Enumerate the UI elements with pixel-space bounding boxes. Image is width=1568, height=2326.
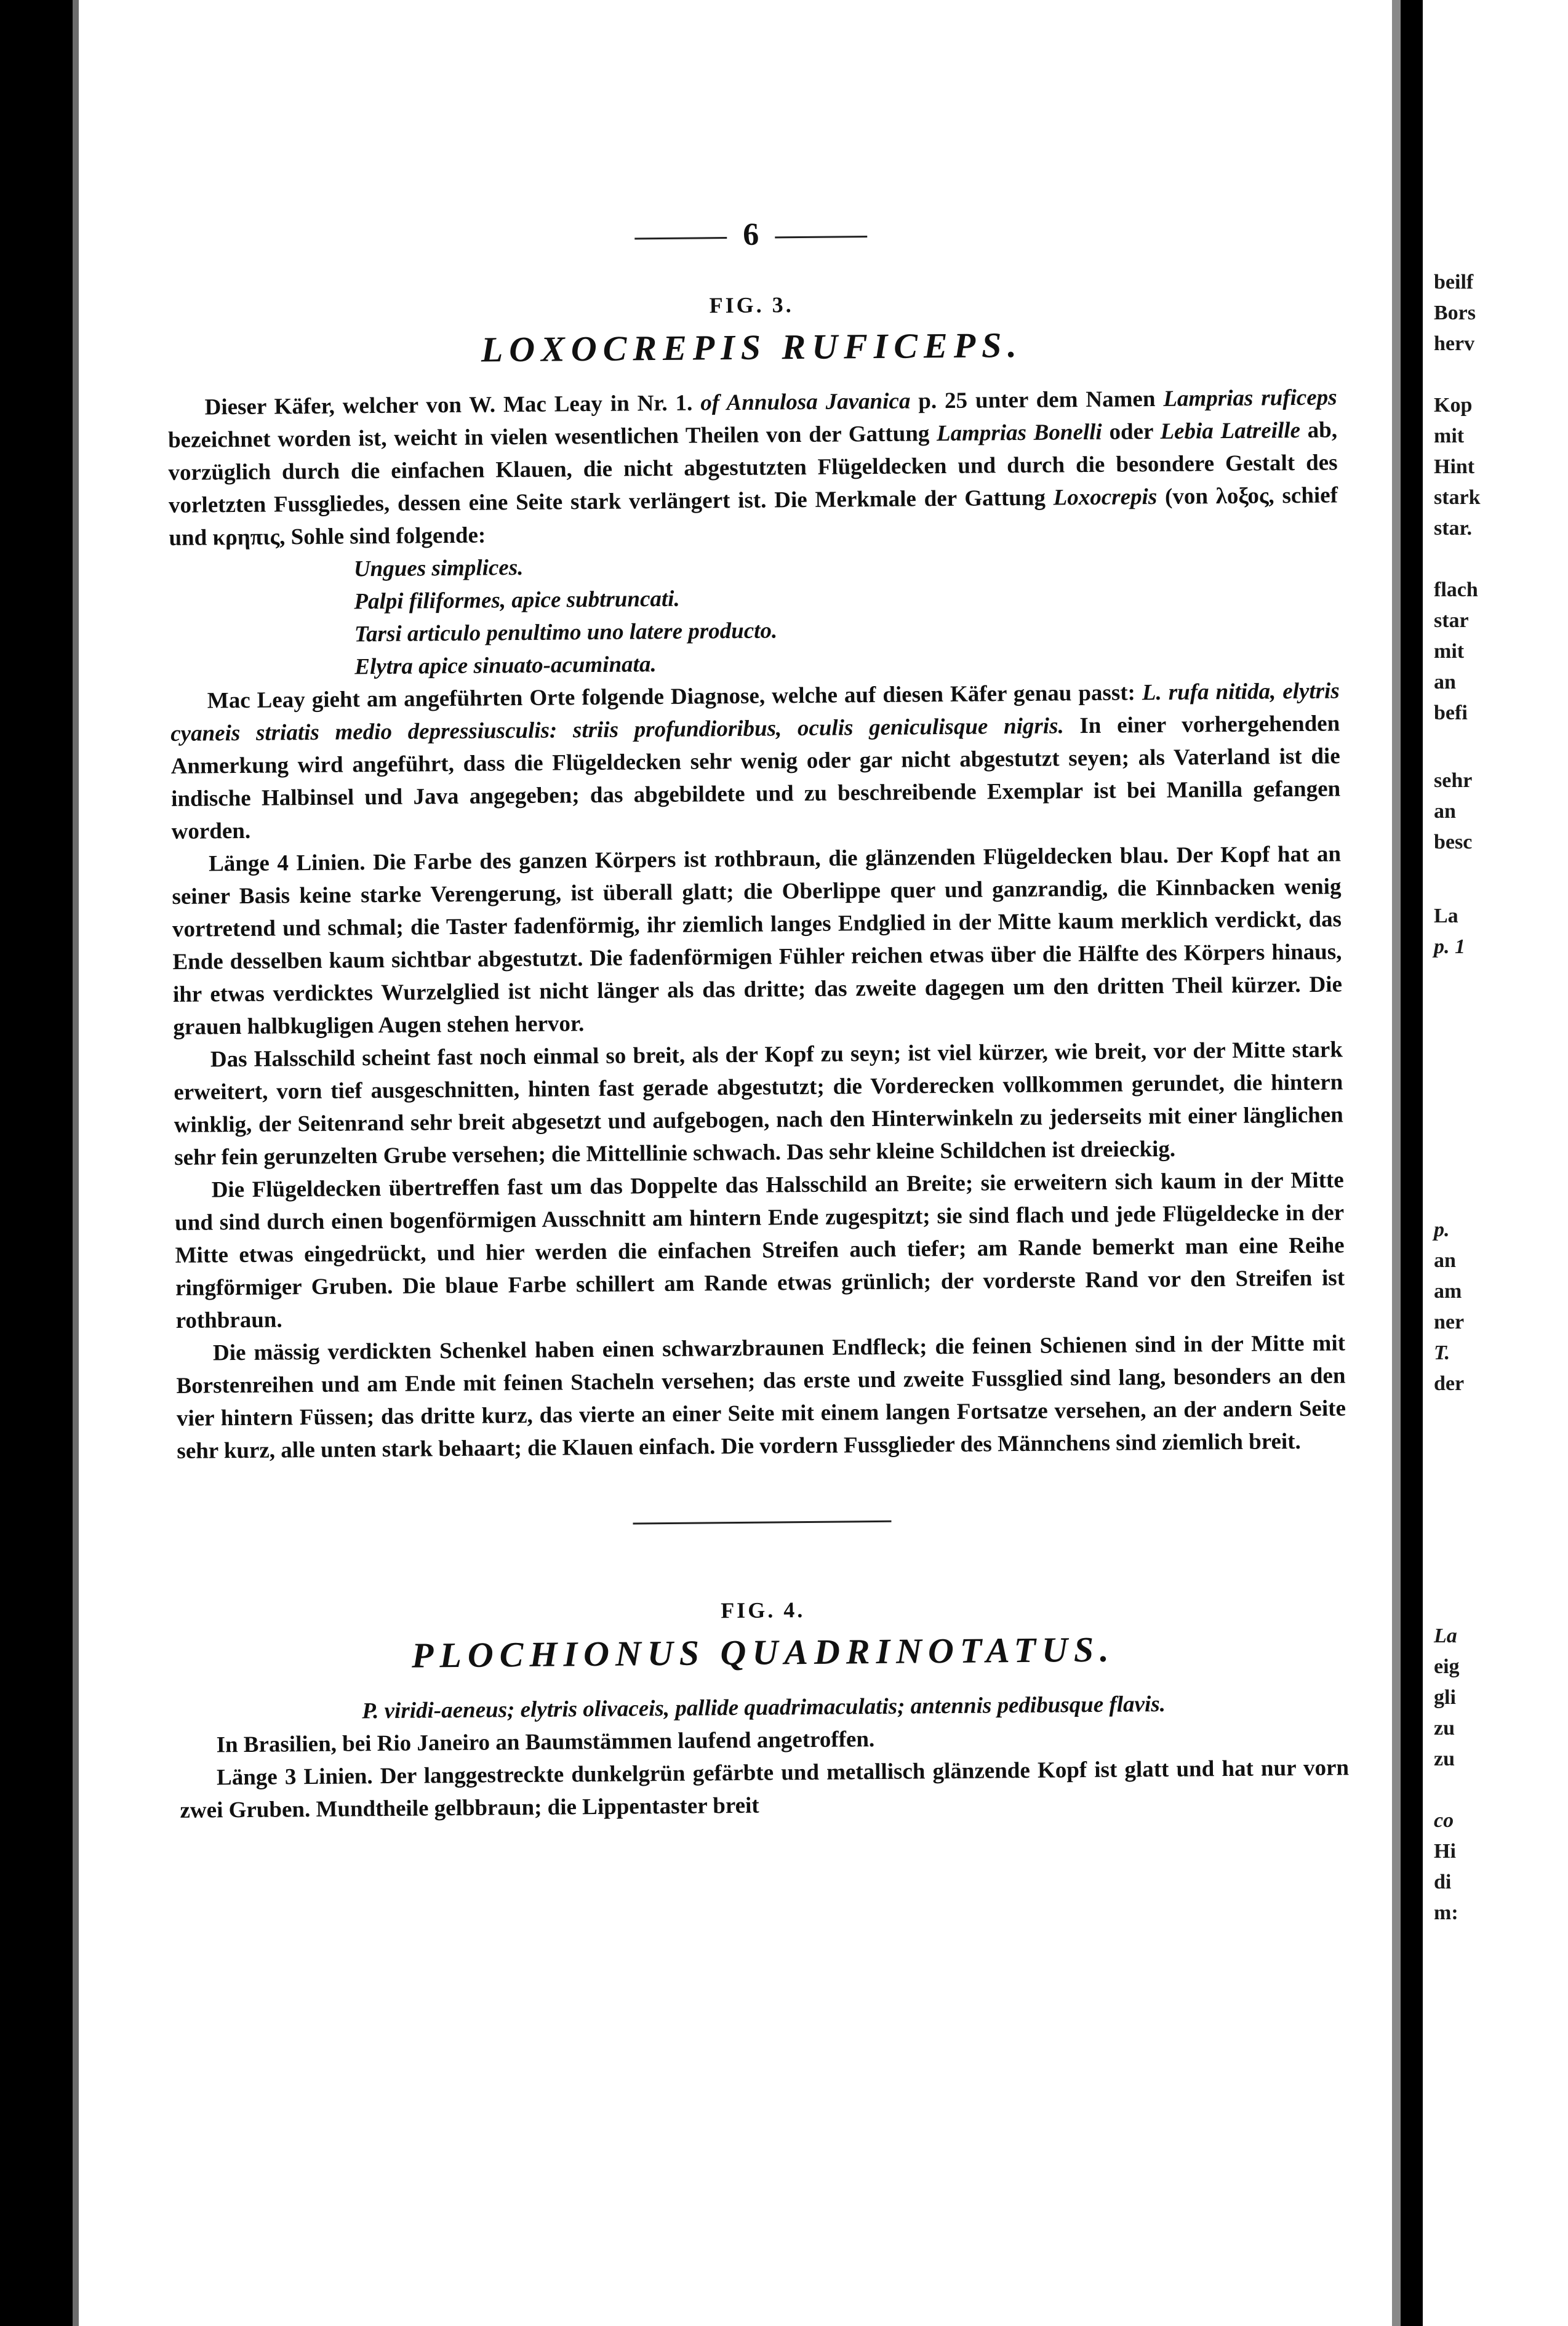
next-page-fragment: an: [1434, 671, 1456, 693]
text-run: bezeichnet worden ist, weicht in vielen wesentlichen Theilen von der Gattung: [167, 421, 937, 453]
page-number-value: 6: [742, 217, 759, 252]
fig3-diagnosis-line: Ungues simplices.: [353, 554, 524, 582]
next-page-fragment: p. 1: [1434, 935, 1465, 958]
next-page-fragment: La: [1434, 905, 1458, 927]
next-page-fragment: Bors: [1434, 302, 1476, 324]
next-page-fragment: mit: [1434, 640, 1465, 663]
text-run: oder: [1102, 418, 1161, 445]
next-page-fragment: gli: [1434, 1686, 1456, 1709]
next-page-fragment: beilf: [1434, 271, 1474, 294]
next-page-fragment: star.: [1434, 517, 1473, 540]
text-run: In einer vorhergehenden Anmerkung wird angeführt, dass die Flügeldecken sehr wenig oder gar nicht abgestutzt seyen; als Vaterland ist die indische Halbinsel und Java angegeben; das abgebildete und zu beschreibende Exemplar ist bei Manilla gefangen worden.: [170, 711, 1341, 844]
fig3-diagnosis-line: Palpi filiformes, apice subtruncati.: [354, 586, 680, 615]
fig4-label: FIG. 4.: [721, 1597, 806, 1623]
text-run: ab, vorzüglich durch die einfachen Klauen, die nicht abgestutzten Flügeldecken und durch die besondere Gestalt des vorletzten Fussgliedes, dessen eine Seite stark verlängert ist. Die Merkmale der Gattung: [168, 417, 1338, 518]
text-run: p. 25 unter dem Namen: [910, 386, 1164, 414]
next-page-fragment: co: [1434, 1809, 1454, 1832]
scan-left-border: [0, 0, 73, 2326]
scan-left-shadow: [73, 0, 79, 2326]
next-page-fragment: p.: [1434, 1218, 1450, 1241]
next-page-fragment: m:: [1434, 1901, 1458, 1924]
next-page-fragment: La: [1434, 1625, 1457, 1647]
fig4-paragraph-length: Länge 3 Linien. Der langgestreckte dunkelgrün gefärbte und metallisch glänzende Kopf ist glatt und hat nur vorn zwei Gruben. Mundtheile gelbbraun; die Lippentaster breit: [180, 1755, 1350, 1823]
genus-name: Lamprias Bonelli: [936, 419, 1102, 447]
next-page-fragment: Hi: [1434, 1840, 1456, 1863]
next-page-fragment: Kop: [1434, 394, 1473, 417]
fig3-paragraph-intro: [167, 381, 1338, 554]
next-page-fragment: star: [1434, 609, 1469, 632]
next-page-fragment: befi: [1434, 701, 1468, 724]
fig3-paragraph-length: Länge 4 Linien. Die Farbe des ganzen Körpers ist rothbraun, die glänzenden Flügeldecken blau. Der Kopf hat an seiner Basis keine starke Verengerung, ist überall glatt; die Oberlippe quer und ganzrandig, die Kinnbacken wenig vortretend und schmal; die Taster fadenförmig, ihr ziemlich langes Endglied in der Mitte kaum merklich verdickt, das Ende desselben kaum sichtbar abgestutzt. Die fadenförmigen Fühler reichen etwas über die Hälfte des Körpers hinaus, ihr etwas verdicktes Wurzelglied ist nicht länger als das dritte; das zweite dagegen um den dritten Theil kürzer. Die grauen halbkugligen Augen stehen hervor.: [172, 841, 1343, 1040]
next-page-fragment: der: [1434, 1372, 1465, 1395]
fig4-diagnosis: P. viridi-aeneus; elytris olivaceis, pallide quadrimaculatis; antennis pedibusque flavis.: [362, 1691, 1166, 1724]
section-separator-rule: [633, 1521, 891, 1525]
fig3-taxon-title: LOXOCREPIS RUFICEPS.: [481, 324, 1023, 370]
genus-name: Loxocrepis: [1053, 484, 1158, 511]
text-run: Dieser Käfer, welcher von W. Mac Leay in Nr. 1.: [204, 390, 701, 420]
next-page-fragment: flach: [1434, 578, 1478, 601]
next-page-fragment: stark: [1434, 486, 1481, 509]
page-number-right-rule: [775, 236, 867, 238]
page-number-left-rule: [634, 237, 727, 239]
next-page-fragment: zu: [1434, 1717, 1455, 1740]
fig4-taxon-title: PLOCHIONUS QUADRINOTATUS.: [411, 1629, 1115, 1676]
next-page-fragment: an: [1434, 800, 1456, 823]
next-page-fragment: eig: [1434, 1655, 1460, 1678]
next-page-fragment: zu: [1434, 1748, 1455, 1770]
fig4-section: [178, 1592, 1350, 1827]
fig3-paragraph-fluegeldecken: Die Flügeldecken übertreffen fast um das Doppelte das Halsschild an Breite; sie erweitern sich kaum in der Mitte und sind durch einen bogenförmigen Ausschnitt am hintern Ende zugespitzt; sie sind flach und jede Flügeldecke in der Mitte etwas eingedrückt, und hier werden die einfachen Streifen auch tiefer; am Rande bemerkt man eine Reihe ringförmiger Gruben. Die blaue Farbe schillert am Rande etwas grünlich; der vorderste Rand vor den Streifen ist rothbraun.: [175, 1167, 1345, 1333]
next-page-fragment: mit: [1434, 425, 1465, 447]
fig3-section: [167, 287, 1346, 1468]
text-run: Mac Leay gieht am angeführten Orte folgende Diagnose, welche auf diesen Käfer genau passt:: [207, 680, 1143, 714]
next-page-fragment: Hint: [1434, 455, 1475, 478]
fig3-paragraph-macleay: [170, 674, 1341, 848]
fig3-label: FIG. 3.: [709, 292, 794, 318]
next-page-fragment: T.: [1434, 1341, 1450, 1364]
next-page-fragment: ner: [1434, 1311, 1465, 1333]
next-page-fragment: am: [1434, 1280, 1462, 1303]
fig3-paragraph-schenkel: Die mässig verdickten Schenkel haben einen schwarzbraunen Endfleck; die feinen Schienen sind in der Mitte mit Borstenreihen und am Ende mit feinen Stacheln versehen; das erste und zweite Fussglied sind lang, besonders an den vier hintern Füssen; das dritte kurz, das vierte an einer Seite mit einem langen Fortsatze versehen, an der andern Seite sehr kurz, alle unten stark behaart; die Klauen einfach. Die vordern Fussglieder des Männchens sind ziemlich breit.: [176, 1330, 1346, 1464]
next-page-fragment: an: [1434, 1249, 1456, 1272]
fig3-diagnosis-line: Elytra apice sinuato-acuminata.: [354, 652, 657, 680]
next-page-fragment: herv: [1434, 332, 1475, 355]
fig3-diagnosis-line: Tarsi articulo penultimo uno latere producto.: [354, 618, 778, 647]
text-run: (von λοξος, schief und κρηπις, Sohle sind folgende:: [169, 482, 1338, 551]
latin-diagnosis: L. rufa nitida, elytris cyaneis striatis medio depressiusculis: striis profundioribus, oculis geniculisque nigris.: [170, 678, 1340, 746]
genus-name: Lebia Latreille: [1160, 417, 1301, 444]
page-gutter: [1401, 0, 1423, 2326]
page-gutter-shadow: [1392, 0, 1401, 2326]
citation-italic: of Annulosa Javanica: [700, 388, 911, 416]
species-name: Lamprias ruficeps: [1163, 385, 1337, 412]
next-page-fragment: besc: [1434, 831, 1473, 853]
main-text-column: [166, 211, 1350, 1826]
next-page-fragment: sehr: [1434, 769, 1473, 792]
fig3-paragraph-halsschild: Das Halsschild scheint fast noch einmal so breit, als der Kopf zu seyn; ist viel kürzer, wie breit, vor der Mitte stark erweitert, vorn tief ausgeschnitten, hinten fast gerade abgestutzt; die Vorderecken vollkommen gerundet, die hintern winklig, der Seitenrand sehr breit abgesetzt und aufgebogen, nach den Hinterwinkeln zu jederseits mit einer länglichen sehr fein gerunzelten Grube versehen; die Mittellinie schwach. Das sehr kleine Schildchen ist dreieckig.: [174, 1037, 1343, 1170]
fig4-paragraph-locality: In Brasilien, bei Rio Janeiro an Baumstämmen laufend angetroffen.: [216, 1727, 875, 1758]
next-page-fragment: di: [1434, 1871, 1452, 1893]
